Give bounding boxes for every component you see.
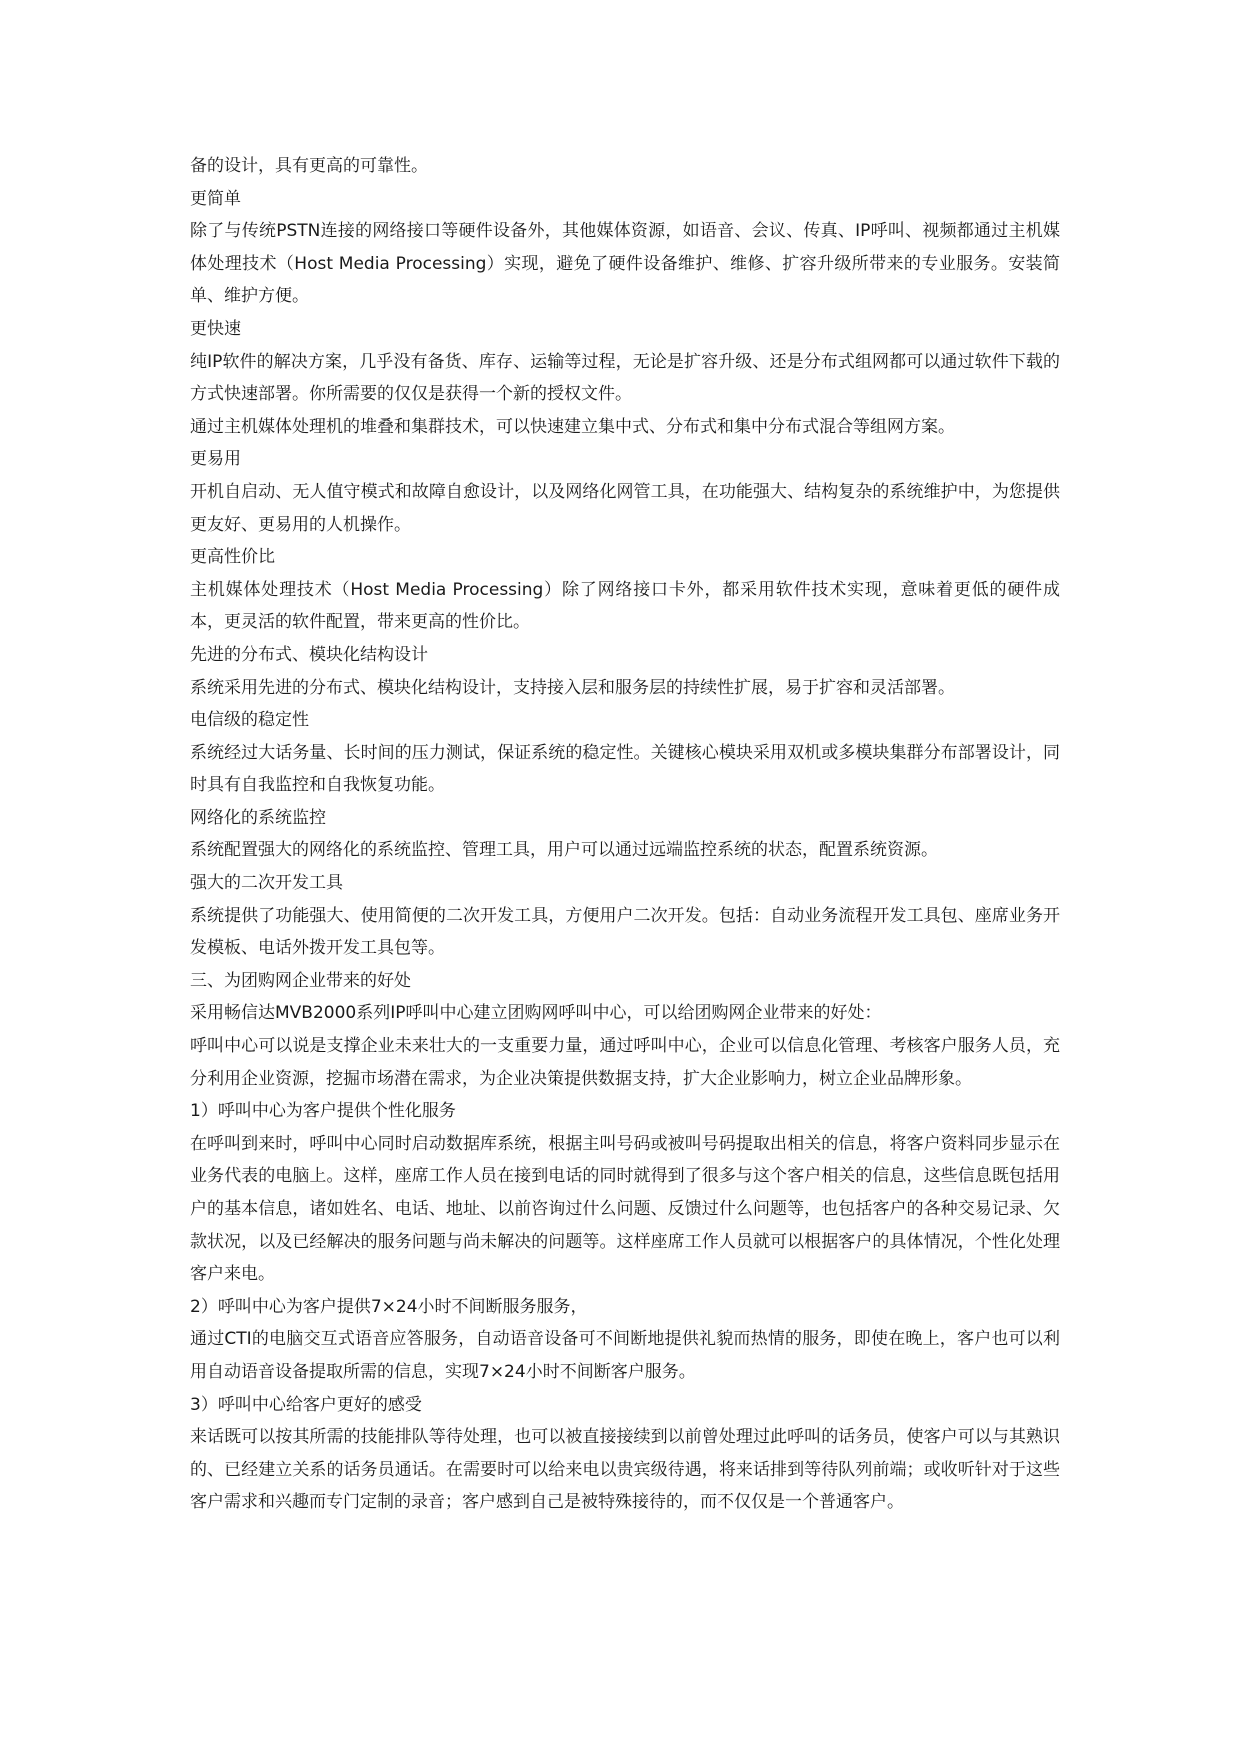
section-heading: 更高性价比 bbox=[190, 547, 275, 568]
paragraph: 系统经过大话务量、长时间的压力测试，保证系统的稳定性。关键核心模块采用双机或多模块集群分布部署设计，同时具有自我监控和自我恢复功能。 bbox=[190, 742, 1060, 796]
paragraph: 通过CTI的电脑交互式语音应答服务，自动语音设备可不间断地提供礼貌而热情的服务，即使在晚上，客户也可以利用自动语音设备提取所需的信息，实现7×24小时不间断客户服务。 bbox=[190, 1329, 1060, 1382]
section-heading: 更简单 bbox=[190, 188, 241, 209]
paragraph: 纯IP软件的解决方案，几乎没有备货、库存、运输等过程，无论是扩容升级、还是分布式组网都可以通过软件下载的方式快速部署。你所需要的仅仅是获得一个新的授权文件。 bbox=[190, 351, 1060, 405]
paragraph: 系统提供了功能强大、使用简便的二次开发工具，方便用户二次开发。包括：自动业务流程开发工具包、座席业务开发模板、电话外拨开发工具包等。 bbox=[190, 905, 1060, 959]
paragraph: 主机媒体处理技术（Host Media Processing）除了网络接口卡外，都采用软件技术实现，意味着更低的硬件成本，更灵活的软件配置，带来更高的性价比。 bbox=[190, 579, 1060, 633]
paragraph: 通过主机媒体处理机的堆叠和集群技术，可以快速建立集中式、分布式和集中分布式混合等组网方案。 bbox=[190, 416, 955, 437]
section-heading: 网络化的系统监控 bbox=[190, 807, 326, 828]
section-heading: 电信级的稳定性 bbox=[190, 710, 309, 731]
paragraph: 呼叫中心可以说是支撑企业未来壮大的一支重要力量，通过呼叫中心，企业可以信息化管理、考核客户服务人员，充分利用企业资源，挖掘市场潜在需求，为企业决策提供数据支持，扩大企业影响力，树立企业品牌形象。 bbox=[190, 1036, 1060, 1089]
paragraph: 来话既可以按其所需的技能排队等待处理，也可以被直接接续到以前曾处理过此呼叫的话务员，使客户可以与其熟识的、已经建立关系的话务员通话。在需要时可以给来电以贵宾级待遇，将来话排到等待队列前端；或收听针对于这些客户需求和兴趣而专门定制的录音；客户感到自己是被特殊接待的，而不仅仅是一个普通客户。 bbox=[190, 1427, 1060, 1513]
paragraph: 备的设计，具有更高的可靠性。 bbox=[190, 156, 428, 176]
paragraph: 采用畅信达MVB2000系列IP呼叫中心建立团购网呼叫中心，可以给团购网企业带来的好处： bbox=[190, 1003, 882, 1024]
section-heading: 更易用 bbox=[190, 449, 241, 470]
section-heading: 先进的分布式、模块化结构设计 bbox=[190, 644, 428, 665]
document-body bbox=[190, 150, 1060, 1519]
paragraph: 在呼叫到来时，呼叫中心同时启动数据库系统，根据主叫号码或被叫号码提取出相关的信息，将客户资料同步显示在业务代表的电脑上。这样，座席工作人员在接到电话的同时就得到了很多与这个客户相关的信息，这些信息既包括用户的基本信息，诸如姓名、电话、地址、以前咨询过什么问题、反馈过什么问题等，也包括客户的各种交易记录、欠款状况，以及已经解决的服务问题与尚未解决的问题等。这样座席工作人员就可以根据客户的具体情况，个性化处理客户来电。 bbox=[190, 1133, 1060, 1285]
section-heading: 2）呼叫中心为客户提供7×24小时不间断服务服务， bbox=[190, 1296, 588, 1317]
paragraph: 开机自启动、无人值守模式和故障自愈设计，以及网络化网管工具，在功能强大、结构复杂的系统维护中，为您提供更友好、更易用的人机操作。 bbox=[190, 481, 1060, 535]
section-heading: 三、为团购网企业带来的好处 bbox=[190, 970, 411, 991]
section-heading: 强大的二次开发工具 bbox=[190, 873, 343, 894]
paragraph: 系统配置强大的网络化的系统监控、管理工具，用户可以通过远端监控系统的状态，配置系统资源。 bbox=[190, 840, 938, 861]
paragraph: 除了与传统PSTN连接的网络接口等硬件设备外，其他媒体资源，如语音、会议、传真、IP呼叫、视频都通过主机媒体处理技术（Host Media Processing）实现，避免了硬件设备维护、维修、扩容升级所带来的专业服务。安装简单、维护方便。 bbox=[190, 221, 1060, 307]
section-heading: 更快速 bbox=[190, 318, 241, 339]
section-heading: 1）呼叫中心为客户提供个性化服务 bbox=[190, 1101, 456, 1122]
section-heading: 3）呼叫中心给客户更好的感受 bbox=[190, 1394, 422, 1415]
paragraph: 系统采用先进的分布式、模块化结构设计，支持接入层和服务层的持续性扩展，易于扩容和灵活部署。 bbox=[190, 677, 955, 698]
